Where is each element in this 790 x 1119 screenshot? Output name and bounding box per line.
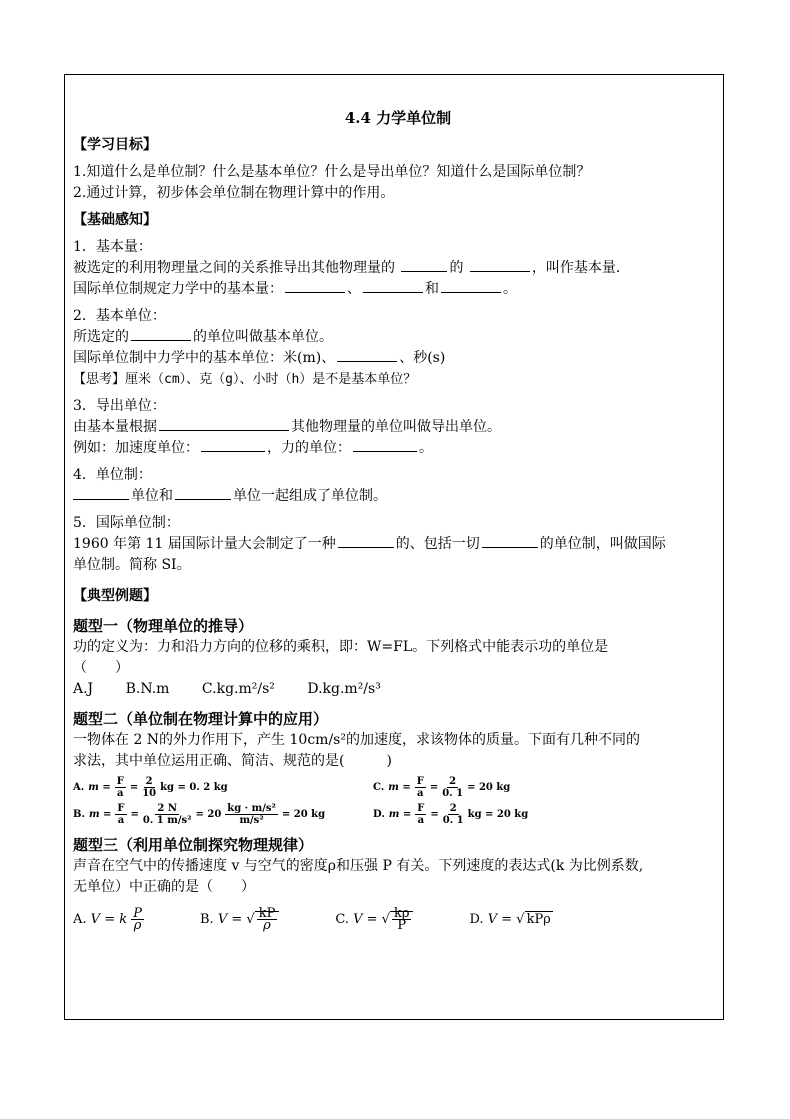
text: 由基本量根据 <box>73 419 157 435</box>
q2-text1: 一物体在 2 N的外力作用下，产生 10cm/s²的加速度，求该物体的质量。下面有几种不同的 <box>73 732 640 748</box>
text: = <box>130 808 139 820</box>
q2-option-a[interactable] <box>73 776 373 799</box>
numerator: 2 <box>449 803 457 814</box>
q3-option-d[interactable]: D. V = √ kPρ <box>469 912 551 927</box>
text: m = <box>88 781 111 793</box>
text: 、秒(s) <box>399 350 446 366</box>
blank[interactable] <box>482 534 538 548</box>
text: 单位和 <box>131 488 173 504</box>
q3-option-c[interactable]: C. V = √ $\frac{k\rho}{P}$ <box>335 908 413 931</box>
text: = <box>129 781 139 793</box>
goal-item-2: 2.通过计算，初步体会单位制在物理计算中的作用。 <box>73 185 395 201</box>
blank[interactable] <box>338 534 394 548</box>
q3-text2: 无单位）中正确的是（ ） <box>73 879 255 895</box>
text: 其他物理量的单位叫做导出单位。 <box>291 419 501 435</box>
blank[interactable] <box>470 258 530 272</box>
q3-options <box>73 908 723 931</box>
label: D. <box>469 912 484 927</box>
examples-heading: 【典型例题】 <box>73 588 157 604</box>
label: D. <box>373 808 385 820</box>
numerator: F <box>417 803 425 814</box>
fraction <box>415 776 426 799</box>
numerator: F <box>116 776 124 787</box>
blank[interactable] <box>175 486 231 500</box>
s1-line2 <box>73 279 723 300</box>
fraction <box>143 803 192 826</box>
q2-formulas <box>73 776 723 826</box>
basics-heading: 【基础感知】 <box>73 212 157 228</box>
q3-option-a[interactable] <box>73 908 144 931</box>
text: m = <box>388 808 412 820</box>
numerator: kP <box>258 906 276 921</box>
numerator: kρ <box>393 906 410 921</box>
label: C. <box>335 912 349 927</box>
text: ，叫作基本量. <box>531 260 621 276</box>
q3-title: 题型三（利用单位制探究物理规律） <box>73 836 314 854</box>
label: A. <box>73 912 87 927</box>
label: B. <box>73 808 85 820</box>
text: 国际单位制规定力学中的基本量： <box>73 281 283 297</box>
s2-think: 【思考】厘米（cm）、克（g）、小时（h）是不是基本单位？ <box>73 372 417 387</box>
q1-paren: （ ） <box>73 660 129 676</box>
text: = <box>430 808 439 820</box>
blank[interactable] <box>441 279 501 293</box>
blank[interactable] <box>337 348 397 362</box>
text: 和 <box>425 281 439 297</box>
s2-title: 2．基本单位： <box>73 308 166 324</box>
text: 例如：加速度单位： <box>73 440 199 456</box>
blank[interactable] <box>401 258 447 272</box>
denominator: 10 <box>142 788 157 799</box>
label: C. <box>373 781 385 793</box>
denominator: ρ <box>133 918 142 933</box>
text: 的单位叫做基本单位。 <box>193 329 333 345</box>
numerator: P <box>133 906 142 921</box>
text: ，力的单位： <box>267 440 351 456</box>
blank[interactable] <box>363 279 423 293</box>
fraction <box>415 803 426 826</box>
s4-line1 <box>73 486 723 507</box>
s5-line1 <box>73 534 723 555</box>
q3-text1: 声音在空气中的传播速度 v 与空气的密度ρ和压强 P 有关。下列速度的表达式(k 为比例系数, <box>73 858 644 874</box>
fraction <box>257 908 278 931</box>
q1-option-a[interactable]: A.J <box>73 681 94 697</box>
blank[interactable] <box>201 438 265 452</box>
blank[interactable] <box>353 438 417 452</box>
goal-item-1: 1.知道什么是单位制？什么是基本单位？什么是导出单位？知道什么是国际单位制？ <box>73 164 591 180</box>
blank[interactable] <box>131 327 191 341</box>
document-frame <box>64 74 724 1020</box>
blank[interactable] <box>73 486 129 500</box>
q2-option-d[interactable] <box>373 803 673 826</box>
text: V = <box>487 912 513 927</box>
page-title: 4.4 力学单位制 <box>344 109 452 127</box>
q1-options <box>73 679 723 700</box>
s3-line2 <box>73 438 723 459</box>
text: = 20 kg <box>467 781 511 793</box>
text: 、 <box>347 281 361 297</box>
text: m = <box>88 808 112 820</box>
text: 的 <box>449 260 464 276</box>
text: kg = 20 kg <box>467 808 529 820</box>
q3-option-b[interactable]: B. V = √ $\frac{kP}{\rho}$ <box>200 908 279 931</box>
q2-text2: 求法，其中单位运用正确、简洁、规范的是( ) <box>73 753 392 769</box>
text: 1960 年第 11 届国际计量大会制定了一种 <box>73 536 336 552</box>
denominator: ρ <box>263 918 271 933</box>
numerator: F <box>416 776 424 787</box>
s4-title: 4．单位制： <box>73 467 152 483</box>
document-body <box>73 101 723 931</box>
text: = 20 <box>195 808 222 820</box>
denominator: a <box>417 815 425 826</box>
denominator: a <box>417 788 424 799</box>
fraction <box>225 803 278 826</box>
text: V = k <box>90 912 128 927</box>
q2-title: 题型二（单位制在物理计算中的应用） <box>73 710 329 728</box>
text: V = <box>353 912 378 927</box>
text: 。 <box>503 281 517 297</box>
fraction <box>142 776 156 799</box>
q1-option-c[interactable]: C.kg.m²/s² <box>201 681 275 697</box>
s2-line1 <box>73 327 723 348</box>
numerator: kg · m/s² <box>227 803 276 814</box>
denominator: 0. 1 m/s² <box>142 815 192 826</box>
denominator: 0. 1 <box>442 788 464 799</box>
fraction <box>392 908 412 931</box>
s1-line1 <box>73 258 723 279</box>
fraction <box>443 803 464 826</box>
text: 的单位制，叫做国际 <box>539 536 666 552</box>
text: 被选定的利用物理量之间的关系推导出其他物理量的 <box>73 260 395 276</box>
numerator: 2 N <box>157 803 177 814</box>
fraction <box>442 776 463 799</box>
text: kg = 0. 2 kg <box>160 781 228 793</box>
label: B. <box>200 912 214 927</box>
fraction <box>115 776 126 799</box>
fraction <box>131 908 144 931</box>
q1-title: 题型一（物理单位的推导） <box>73 617 254 635</box>
denominator: a <box>117 815 125 826</box>
denominator: m/s² <box>239 815 264 826</box>
numerator: F <box>117 803 125 814</box>
s3-line1 <box>73 417 723 438</box>
q1-text: 功的定义为：力和沿力方向的位移的乘积，即：W=FL。下列格式中能表示功的单位是 <box>73 639 609 655</box>
blank[interactable] <box>285 279 345 293</box>
fraction <box>115 803 126 826</box>
numerator: 2 <box>145 776 153 787</box>
q2-option-b[interactable] <box>73 803 373 826</box>
q1-option-b[interactable]: B.N.m <box>125 681 170 697</box>
text: 。 <box>419 440 433 456</box>
blank[interactable] <box>159 417 289 431</box>
text: = <box>429 781 439 793</box>
s5-line2: 单位制。简称 SI。 <box>73 557 191 573</box>
denominator: P <box>397 918 407 933</box>
s3-title: 3．导出单位： <box>73 398 166 414</box>
text: 的、包括一切 <box>395 536 480 552</box>
text: = 20 kg <box>281 808 326 820</box>
text: 所选定的 <box>73 329 129 345</box>
q2-option-c[interactable] <box>373 776 673 799</box>
numerator: 2 <box>449 776 457 787</box>
denominator: a <box>117 788 124 799</box>
text: 国际单位制中力学中的基本单位：米(m)、 <box>73 350 336 366</box>
goals-heading: 【学习目标】 <box>73 137 157 153</box>
label: A. <box>73 781 85 793</box>
s1-title: 1．基本量： <box>73 239 152 255</box>
s2-line2 <box>73 348 723 369</box>
text: V = <box>217 912 243 927</box>
s5-title: 5．国际单位制： <box>73 515 180 531</box>
radicand: kPρ <box>526 912 551 927</box>
q1-option-d[interactable]: D.kg.m²/s³ <box>307 681 381 697</box>
denominator: 0. 1 <box>442 815 464 826</box>
text: m = <box>388 781 411 793</box>
text: 单位一起组成了单位制。 <box>233 488 387 504</box>
